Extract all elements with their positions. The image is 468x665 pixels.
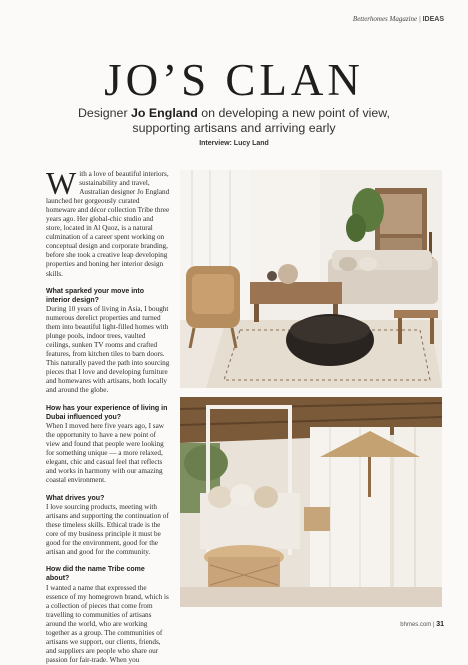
magazine-header — [353, 15, 444, 23]
answer: During 10 years of living in Asia, I bought numerous derelict properties and turned them into beautiful light-filled homes with plunge pools, indoor trees, vaulted ceilings, sunken TV rooms and crafted features, from kitchen tiles to barn doors. This naturally paved the path into sourcing pieces that I love and developing furniture and homewares with artisans, both locally and around the globe. — [46, 305, 170, 395]
question: How did the name Tribe come about? — [46, 566, 145, 583]
article-title: JO’S CLAN — [104, 55, 364, 105]
intro-text: ith a love of beautiful interiors, sustainability and travel, Australian designer Jo England launched her gorgeously curated homeware and décor collection Tribe three years ago. Her global-chic studio and store, located in Al Quoz, is a natural culmination of a career spent working on conceptual design and corporate branding, before she took a creative leap developing properties and honing her interior design skills. — [46, 170, 170, 278]
answer: When I moved here five years ago, I saw the opportunity to have a new point of view and found that people were looking for something unique — a more relaxed, elegant, chic and casual feel that reflects and works in harmony with our amazing coastal environment. — [46, 422, 164, 485]
question: How has your experience of living in Dubai influenced you? — [46, 404, 168, 421]
qa-block — [46, 404, 170, 485]
qa-block — [46, 565, 170, 665]
page-footer — [400, 621, 444, 628]
question: What sparked your move into interior design? — [46, 287, 145, 304]
terrace-photo — [180, 397, 442, 607]
magazine-name: Betterhomes Magazine — [352, 15, 418, 23]
standfirst-text: on developing a new point of view, supporting artisans and arriving early — [132, 106, 390, 135]
intro-paragraph — [46, 165, 170, 279]
footer-separator: | — [431, 622, 437, 628]
living-room-photo — [180, 170, 442, 388]
qa-block — [46, 287, 170, 396]
standfirst-name: Jo England — [131, 106, 198, 120]
footer-url: bhmes.com — [400, 622, 432, 628]
article-body — [46, 165, 170, 664]
drop-cap: W — [46, 165, 77, 201]
qa-block — [46, 494, 170, 557]
page-number: 31 — [436, 621, 444, 628]
section-name: IDEAS — [422, 16, 444, 23]
byline: Interview: Lucy Land — [199, 140, 269, 147]
standfirst-prefix: Designer — [77, 106, 132, 120]
answer: I wanted a name that expressed the essence of my homegrown brand, which is a collection of pieces that come from travelling to communities of artisans around the world, who are working together as a group. The communities of artisans we support, our clients, friends, and suppliers are people who share our passion for fair-trade. When you — [46, 583, 169, 664]
header-separator: | — [417, 15, 423, 23]
article-standfirst — [60, 106, 408, 136]
question: What drives you? — [46, 494, 105, 502]
answer: I love sourcing products, meeting with artisans and supporting the continuation of these timeless skills. Ethical trade is the core of my business principle it must be good for the environment, good for the artisan and good for the community. — [46, 502, 169, 556]
